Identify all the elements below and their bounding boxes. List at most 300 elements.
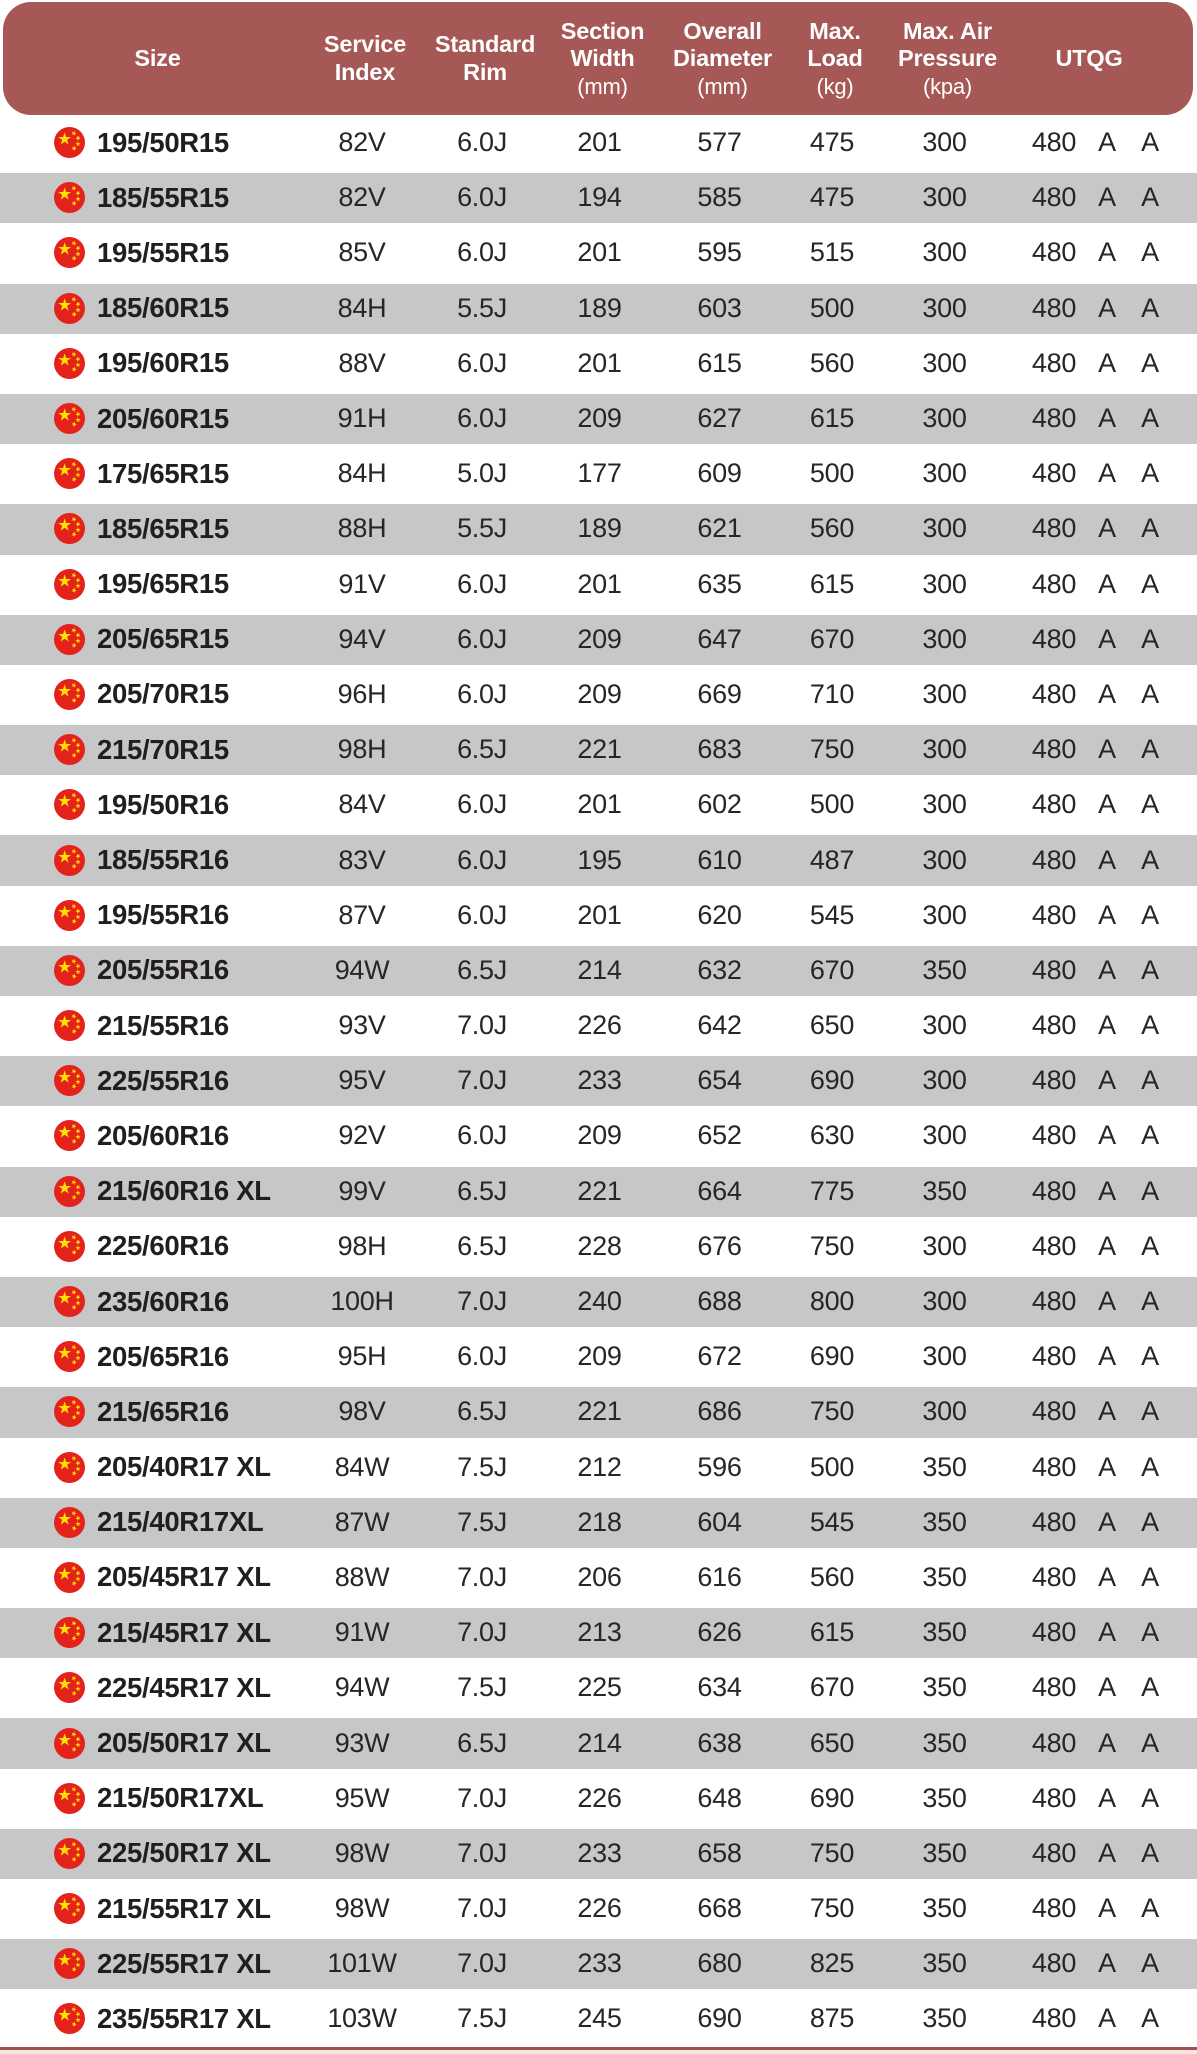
max-load-value: 560	[809, 347, 855, 378]
column-header-unit: (kpa)	[922, 73, 973, 99]
utqg-treadwear: 480	[1031, 623, 1077, 654]
max-load-value: 775	[809, 1175, 855, 1206]
utqg-treadwear: 480	[1031, 1893, 1077, 1924]
overall-diameter-value: 647	[697, 623, 742, 654]
table-row	[0, 1936, 1197, 1991]
utqg-treadwear: 480	[1031, 678, 1077, 709]
utqg-treadwear: 480	[1031, 292, 1077, 323]
utqg-treadwear: 480	[1031, 1341, 1077, 1372]
column-header-label: Index	[334, 58, 396, 85]
standard-rim-value: 6.0J	[457, 844, 507, 875]
max-air-pressure-value: 300	[922, 734, 967, 765]
utqg-cell	[982, 513, 1197, 544]
utqg-cell	[982, 1231, 1197, 1262]
max-load-value: 475	[809, 127, 855, 158]
overall-diameter-value: 604	[697, 1506, 742, 1537]
standard-rim-value: 6.5J	[457, 1230, 507, 1261]
table-row	[0, 1826, 1197, 1881]
service-index-value: 94V	[338, 623, 386, 654]
utqg-treadwear: 480	[1031, 513, 1077, 544]
service-index-value: 82V	[338, 182, 386, 213]
max-load-value: 515	[809, 237, 855, 268]
tire-size: 215/55R16	[97, 1009, 229, 1041]
standard-rim-value: 7.0J	[457, 1286, 507, 1317]
china-flag-icon	[54, 1341, 85, 1372]
utqg-temperature: A	[1141, 1065, 1159, 1096]
max-air-pressure-value: 350	[922, 1948, 967, 1979]
size-cell	[0, 1948, 277, 1980]
utqg-temperature: A	[1141, 513, 1159, 544]
standard-rim-value: 7.0J	[457, 1065, 507, 1096]
table-row	[0, 170, 1197, 225]
tire-size: 205/55R16	[97, 954, 229, 986]
china-flag-icon	[54, 182, 85, 213]
standard-rim-value: 6.0J	[457, 568, 507, 599]
utqg-cell	[982, 1728, 1197, 1759]
utqg-traction: A	[1098, 127, 1116, 158]
utqg-treadwear: 480	[1031, 1010, 1077, 1041]
service-index-value: 87W	[334, 1506, 390, 1537]
table-row	[0, 1660, 1197, 1715]
size-cell	[0, 1065, 277, 1097]
standard-rim-value: 6.0J	[457, 789, 507, 820]
utqg-cell	[982, 900, 1197, 931]
max-air-pressure-value: 300	[922, 1396, 967, 1427]
service-index-value: 95H	[337, 1341, 387, 1372]
standard-rim-value: 7.5J	[457, 2003, 507, 2034]
utqg-temperature: A	[1141, 1837, 1159, 1868]
utqg-treadwear: 480	[1031, 1617, 1077, 1648]
utqg-treadwear: 480	[1031, 1175, 1077, 1206]
max-air-pressure-value: 300	[922, 1010, 967, 1041]
service-index-value: 98W	[334, 1837, 390, 1868]
standard-rim-value: 7.0J	[457, 1782, 507, 1813]
utqg-temperature: A	[1141, 403, 1159, 434]
utqg-treadwear: 480	[1031, 127, 1077, 158]
tire-size: 205/60R15	[97, 402, 229, 434]
utqg-cell	[982, 458, 1197, 489]
standard-rim-value: 6.0J	[457, 347, 507, 378]
table-row	[0, 1881, 1197, 1936]
table-row	[0, 777, 1197, 832]
utqg-cell	[982, 1893, 1197, 1924]
section-width-value: 209	[577, 403, 622, 434]
china-flag-icon	[54, 293, 85, 324]
overall-diameter-value: 672	[697, 1341, 742, 1372]
max-load-value: 875	[809, 2003, 855, 2034]
china-flag-icon	[54, 1783, 85, 1814]
size-cell	[0, 127, 277, 159]
tire-size: 195/60R15	[97, 347, 229, 379]
section-width-value: 245	[577, 2003, 622, 2034]
max-load-value: 750	[809, 1396, 855, 1427]
utqg-traction: A	[1098, 623, 1116, 654]
standard-rim-value: 6.0J	[457, 182, 507, 213]
utqg-cell	[982, 127, 1197, 158]
overall-diameter-value: 669	[697, 678, 742, 709]
china-flag-icon	[54, 1010, 85, 1041]
utqg-treadwear: 480	[1031, 1065, 1077, 1096]
utqg-cell	[982, 1176, 1197, 1207]
utqg-treadwear: 480	[1031, 1286, 1077, 1317]
max-load-value: 650	[809, 1727, 855, 1758]
max-load-value: 630	[809, 1120, 855, 1151]
utqg-temperature: A	[1141, 844, 1159, 875]
column-header-label: Overall	[683, 17, 762, 44]
utqg-traction: A	[1098, 1451, 1116, 1482]
column-header-standard-rim	[434, 31, 536, 86]
max-air-pressure-value: 300	[922, 237, 967, 268]
section-width-value: 201	[577, 899, 622, 930]
standard-rim-value: 6.5J	[457, 954, 507, 985]
max-air-pressure-value: 350	[922, 1451, 967, 1482]
service-index-value: 98V	[338, 1396, 386, 1427]
tire-size: 215/50R17XL	[97, 1782, 264, 1814]
standard-rim-value: 5.0J	[457, 458, 507, 489]
max-load-value: 615	[809, 403, 855, 434]
standard-rim-value: 7.0J	[457, 1837, 507, 1868]
size-cell	[0, 1120, 277, 1152]
service-index-value: 103W	[327, 2003, 397, 2034]
max-air-pressure-value: 300	[922, 127, 967, 158]
tire-size: 205/45R17 XL	[97, 1561, 271, 1593]
section-width-value: 221	[577, 1175, 622, 1206]
utqg-cell	[982, 293, 1197, 324]
section-width-value: 225	[577, 1672, 622, 1703]
section-width-value: 233	[577, 1948, 622, 1979]
utqg-temperature: A	[1141, 789, 1159, 820]
section-width-value: 226	[577, 1010, 622, 1041]
china-flag-icon	[54, 1507, 85, 1538]
max-air-pressure-value: 350	[922, 1672, 967, 1703]
tire-size: 215/60R16 XL	[97, 1175, 271, 1207]
section-width-value: 189	[577, 292, 622, 323]
overall-diameter-value: 609	[697, 458, 742, 489]
max-air-pressure-value: 350	[922, 1561, 967, 1592]
max-load-value: 650	[809, 1010, 855, 1041]
china-flag-icon	[54, 1838, 85, 1869]
standard-rim-value: 6.5J	[457, 1727, 507, 1758]
column-header-label: Size	[134, 44, 181, 71]
tire-size: 215/65R16	[97, 1395, 229, 1427]
utqg-treadwear: 480	[1031, 403, 1077, 434]
overall-diameter-value: 585	[697, 182, 742, 213]
utqg-traction: A	[1098, 678, 1116, 709]
china-flag-icon	[54, 734, 85, 765]
utqg-cell	[982, 1948, 1197, 1979]
table-row	[0, 446, 1197, 501]
table-row	[0, 1384, 1197, 1439]
utqg-cell	[982, 1286, 1197, 1317]
china-flag-icon	[54, 2003, 85, 2034]
tire-size: 225/55R16	[97, 1064, 229, 1096]
utqg-traction: A	[1098, 1341, 1116, 1372]
service-index-value: 88V	[338, 347, 386, 378]
china-flag-icon	[54, 1728, 85, 1759]
section-width-value: 209	[577, 623, 622, 654]
overall-diameter-value: 634	[697, 1672, 742, 1703]
size-cell	[0, 1396, 277, 1428]
column-header-label: Max.	[809, 17, 861, 44]
china-flag-icon	[54, 679, 85, 710]
utqg-treadwear: 480	[1031, 844, 1077, 875]
utqg-temperature: A	[1141, 1010, 1159, 1041]
size-cell	[0, 1561, 277, 1593]
column-header-label: Max. Air	[903, 17, 992, 44]
column-header-max-load	[760, 18, 910, 100]
tire-size: 215/55R17 XL	[97, 1892, 271, 1924]
tire-size: 205/70R15	[97, 678, 229, 710]
standard-rim-value: 7.0J	[457, 1893, 507, 1924]
max-load-value: 750	[809, 1837, 855, 1868]
max-air-pressure-value: 350	[922, 1727, 967, 1758]
section-width-value: 194	[577, 182, 622, 213]
standard-rim-value: 7.0J	[457, 1617, 507, 1648]
utqg-temperature: A	[1141, 678, 1159, 709]
utqg-cell	[982, 1452, 1197, 1483]
max-air-pressure-value: 300	[922, 789, 967, 820]
service-index-value: 87V	[338, 899, 386, 930]
table-row	[0, 1329, 1197, 1384]
china-flag-icon	[54, 1893, 85, 1924]
utqg-temperature: A	[1141, 1341, 1159, 1372]
utqg-cell	[982, 1341, 1197, 1372]
utqg-traction: A	[1098, 1948, 1116, 1979]
section-width-value: 233	[577, 1837, 622, 1868]
overall-diameter-value: 664	[697, 1175, 742, 1206]
overall-diameter-value: 620	[697, 899, 742, 930]
max-air-pressure-value: 300	[922, 1230, 967, 1261]
max-load-value: 690	[809, 1065, 855, 1096]
section-width-value: 213	[577, 1617, 622, 1648]
size-cell	[0, 1782, 277, 1814]
utqg-temperature: A	[1141, 1175, 1159, 1206]
section-width-value: 226	[577, 1782, 622, 1813]
utqg-cell	[982, 845, 1197, 876]
tire-size: 235/60R16	[97, 1285, 229, 1317]
overall-diameter-value: 616	[697, 1561, 742, 1592]
size-cell	[0, 1893, 277, 1925]
utqg-cell	[982, 569, 1197, 600]
utqg-cell	[982, 403, 1197, 434]
column-header-label: Load	[807, 45, 863, 72]
tire-size: 175/65R15	[97, 457, 229, 489]
standard-rim-value: 7.5J	[457, 1451, 507, 1482]
overall-diameter-value: 603	[697, 292, 742, 323]
table-row	[0, 501, 1197, 556]
tire-size: 185/60R15	[97, 292, 229, 324]
max-load-value: 487	[809, 844, 855, 875]
utqg-traction: A	[1098, 954, 1116, 985]
size-cell	[0, 237, 277, 269]
standard-rim-value: 6.0J	[457, 237, 507, 268]
size-cell	[0, 182, 277, 214]
section-width-value: 226	[577, 1893, 622, 1924]
utqg-temperature: A	[1141, 1893, 1159, 1924]
utqg-traction: A	[1098, 237, 1116, 268]
max-air-pressure-value: 300	[922, 347, 967, 378]
utqg-treadwear: 480	[1031, 954, 1077, 985]
china-flag-icon	[54, 1065, 85, 1096]
table-row	[0, 998, 1197, 1053]
utqg-cell	[982, 624, 1197, 655]
china-flag-icon	[54, 1176, 85, 1207]
utqg-temperature: A	[1141, 292, 1159, 323]
utqg-traction: A	[1098, 347, 1116, 378]
utqg-cell	[982, 1396, 1197, 1427]
max-air-pressure-value: 350	[922, 1837, 967, 1868]
utqg-cell	[982, 1783, 1197, 1814]
size-cell	[0, 678, 277, 710]
china-flag-icon	[54, 1452, 85, 1483]
utqg-treadwear: 480	[1031, 1120, 1077, 1151]
column-header-unit: (mm)	[577, 73, 628, 99]
utqg-traction: A	[1098, 844, 1116, 875]
overall-diameter-value: 642	[697, 1010, 742, 1041]
section-width-value: 209	[577, 1341, 622, 1372]
utqg-cell	[982, 679, 1197, 710]
overall-diameter-value: 632	[697, 954, 742, 985]
standard-rim-value: 5.5J	[457, 292, 507, 323]
size-cell	[0, 1230, 277, 1262]
overall-diameter-value: 654	[697, 1065, 742, 1096]
tire-size: 205/65R16	[97, 1340, 229, 1372]
max-air-pressure-value: 300	[922, 292, 967, 323]
utqg-cell	[982, 1838, 1197, 1869]
utqg-treadwear: 480	[1031, 1561, 1077, 1592]
max-load-value: 500	[809, 292, 855, 323]
tire-size: 215/40R17XL	[97, 1506, 264, 1538]
service-index-value: 93V	[338, 1010, 386, 1041]
service-index-value: 84H	[337, 458, 387, 489]
max-air-pressure-value: 300	[922, 458, 967, 489]
table-row	[0, 1495, 1197, 1550]
utqg-temperature: A	[1141, 1617, 1159, 1648]
table-row	[0, 1715, 1197, 1770]
utqg-traction: A	[1098, 1010, 1116, 1041]
table-row	[0, 1440, 1197, 1495]
size-cell	[0, 1341, 277, 1373]
section-width-value: 201	[577, 237, 622, 268]
size-cell	[0, 623, 277, 655]
utqg-temperature: A	[1141, 1286, 1159, 1317]
table-body	[0, 115, 1197, 2047]
size-cell	[0, 458, 277, 490]
utqg-traction: A	[1098, 292, 1116, 323]
standard-rim-value: 6.0J	[457, 678, 507, 709]
section-width-value: 201	[577, 127, 622, 158]
service-index-value: 94W	[334, 1672, 390, 1703]
column-header-label: Section	[560, 17, 645, 44]
utqg-treadwear: 480	[1031, 458, 1077, 489]
overall-diameter-value: 595	[697, 237, 742, 268]
utqg-traction: A	[1098, 1175, 1116, 1206]
max-air-pressure-value: 350	[922, 1782, 967, 1813]
utqg-temperature: A	[1141, 899, 1159, 930]
column-header-label: Service	[323, 31, 407, 58]
standard-rim-value: 7.5J	[457, 1506, 507, 1537]
overall-diameter-value: 638	[697, 1727, 742, 1758]
size-cell	[0, 2003, 277, 2035]
utqg-treadwear: 480	[1031, 1672, 1077, 1703]
utqg-cell	[982, 955, 1197, 986]
max-air-pressure-value: 350	[922, 2003, 967, 2034]
column-header-service-index	[280, 31, 450, 86]
tire-size: 225/55R17 XL	[97, 1947, 271, 1979]
section-width-value: 189	[577, 513, 622, 544]
utqg-traction: A	[1098, 1506, 1116, 1537]
utqg-traction: A	[1098, 1065, 1116, 1096]
utqg-temperature: A	[1141, 1120, 1159, 1151]
column-header-label: Pressure	[898, 45, 997, 72]
service-index-value: 88W	[334, 1561, 390, 1592]
utqg-traction: A	[1098, 1727, 1116, 1758]
max-air-pressure-value: 300	[922, 1286, 967, 1317]
size-cell	[0, 1451, 277, 1483]
utqg-temperature: A	[1141, 1396, 1159, 1427]
standard-rim-value: 7.0J	[457, 1561, 507, 1592]
service-index-value: 98H	[337, 1230, 387, 1261]
utqg-traction: A	[1098, 2003, 1116, 2034]
utqg-temperature: A	[1141, 954, 1159, 985]
utqg-treadwear: 480	[1031, 1230, 1077, 1261]
tire-size: 195/50R15	[97, 126, 229, 158]
overall-diameter-value: 686	[697, 1396, 742, 1427]
max-air-pressure-value: 300	[922, 844, 967, 875]
table-row	[0, 1605, 1197, 1660]
service-index-value: 94W	[334, 954, 390, 985]
table-row	[0, 336, 1197, 391]
service-index-value: 93W	[334, 1727, 390, 1758]
overall-diameter-value: 648	[697, 1782, 742, 1813]
column-header-label: UTQG	[1055, 44, 1123, 71]
utqg-temperature: A	[1141, 347, 1159, 378]
utqg-traction: A	[1098, 513, 1116, 544]
size-cell	[0, 568, 277, 600]
utqg-traction: A	[1098, 1120, 1116, 1151]
utqg-cell	[982, 237, 1197, 268]
size-cell	[0, 734, 277, 766]
utqg-traction: A	[1098, 182, 1116, 213]
table-row	[0, 115, 1197, 170]
utqg-traction: A	[1098, 1782, 1116, 1813]
section-width-value: 206	[577, 1561, 622, 1592]
china-flag-icon	[54, 1396, 85, 1427]
utqg-treadwear: 480	[1031, 1396, 1077, 1427]
utqg-traction: A	[1098, 734, 1116, 765]
utqg-traction: A	[1098, 1230, 1116, 1261]
section-width-value: 221	[577, 1396, 622, 1427]
section-width-value: 228	[577, 1230, 622, 1261]
overall-diameter-value: 621	[697, 513, 742, 544]
max-load-value: 545	[809, 899, 855, 930]
table-row	[0, 281, 1197, 336]
max-load-value: 545	[809, 1506, 855, 1537]
size-cell	[0, 1175, 277, 1207]
max-load-value: 825	[809, 1948, 855, 1979]
tire-size: 195/55R16	[97, 899, 229, 931]
utqg-cell	[982, 789, 1197, 820]
size-cell	[0, 292, 277, 324]
utqg-temperature: A	[1141, 2003, 1159, 2034]
max-load-value: 500	[809, 458, 855, 489]
utqg-traction: A	[1098, 1396, 1116, 1427]
tire-size: 215/45R17 XL	[97, 1616, 271, 1648]
utqg-traction: A	[1098, 458, 1116, 489]
utqg-treadwear: 480	[1031, 1948, 1077, 1979]
standard-rim-value: 6.0J	[457, 1341, 507, 1372]
tire-size: 205/65R15	[97, 623, 229, 655]
